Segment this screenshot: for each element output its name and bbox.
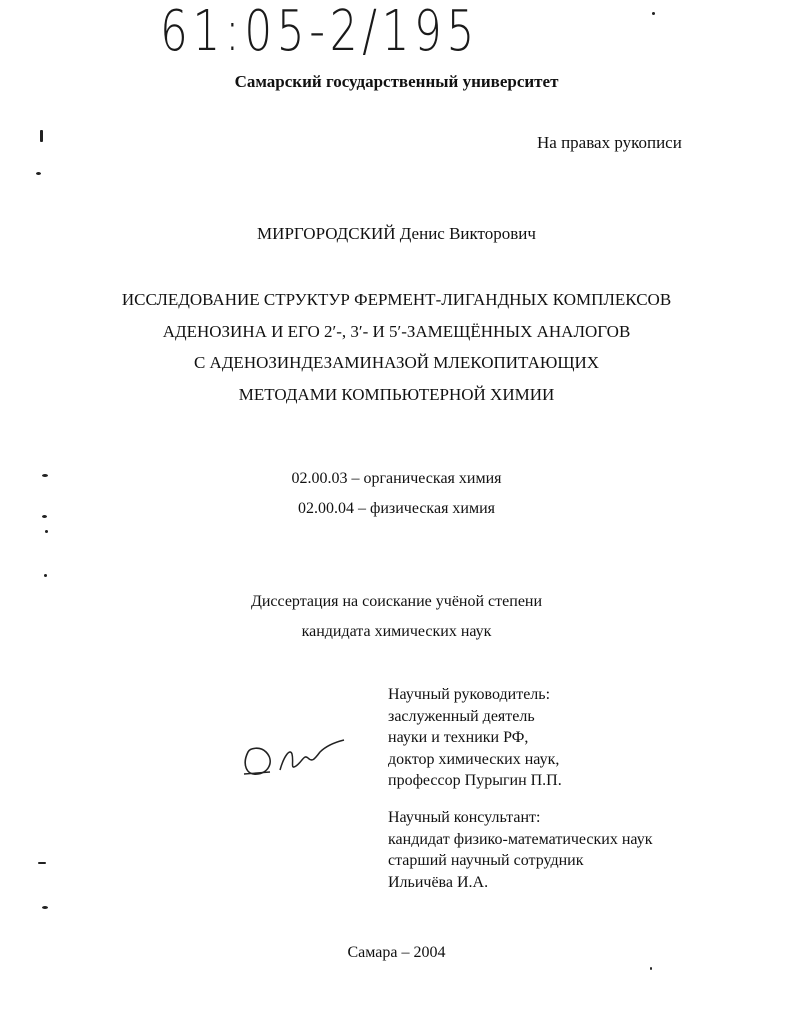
consultant-name: Ильичёва И.А. (388, 873, 489, 891)
supervisor-line: науки и техники РФ, (388, 729, 529, 746)
scan-speck (45, 530, 48, 533)
dissertation-title (0, 284, 793, 410)
scientific-consultant-block (388, 807, 652, 893)
archive-code-handwritten: 61:05-2/195 (160, 0, 480, 64)
dissertation-degree-line: кандидата химических наук (301, 623, 492, 640)
supervisor-heading: Научный руководитель: (388, 686, 551, 703)
scan-speck (42, 906, 48, 909)
scan-speck (652, 12, 655, 15)
specialty-physical-chemistry: 02.00.04 – физическая химия (297, 500, 496, 517)
city-year: Самара – 2004 (347, 944, 446, 961)
scan-speck (38, 862, 46, 864)
title-line: ИССЛЕДОВАНИЕ СТРУКТУР ФЕРМЕНТ-ЛИГАНДНЫХ КОМПЛЕКСОВ (121, 290, 672, 309)
handwritten-signature (240, 730, 350, 786)
specialty-organic-chemistry: 02.00.03 – органическая химия (291, 470, 502, 487)
supervisor-line: доктор химических наук, (388, 750, 560, 768)
dissertation-degree-line: Диссертация на соискание учёной степени (250, 593, 543, 610)
scan-speck (44, 574, 47, 577)
scan-speck (42, 515, 47, 518)
consultant-line: кандидат физико-математических наук (388, 830, 653, 848)
scan-speck (42, 474, 48, 477)
title-line: С АДЕНОЗИНДЕЗАМИНАЗОЙ МЛЕКОПИТАЮЩИХ (193, 353, 600, 372)
title-line: АДЕНОЗИНА И ЕГО 2′-, 3′- И 5′-ЗАМЕЩЁННЫХ АНАЛОГОВ (162, 321, 631, 341)
supervisor-line: заслуженный деятель (388, 707, 535, 725)
consultant-heading: Научный консультант: (388, 809, 541, 826)
consultant-line: старший научный сотрудник (388, 852, 584, 869)
university-name: Самарский государственный университет (234, 72, 559, 91)
scan-speck (650, 967, 652, 970)
manuscript-rights: На правах рукописи (537, 133, 682, 152)
author-name: МИРГОРОДСКИЙ Денис Викторович (257, 224, 536, 243)
scan-speck (40, 130, 43, 142)
scan-speck (36, 172, 41, 175)
title-line: МЕТОДАМИ КОМПЬЮТЕРНОЙ ХИМИИ (238, 384, 555, 404)
scientific-supervisor-block (388, 684, 562, 792)
supervisor-name: профессор Пурыгин П.П. (388, 772, 562, 789)
